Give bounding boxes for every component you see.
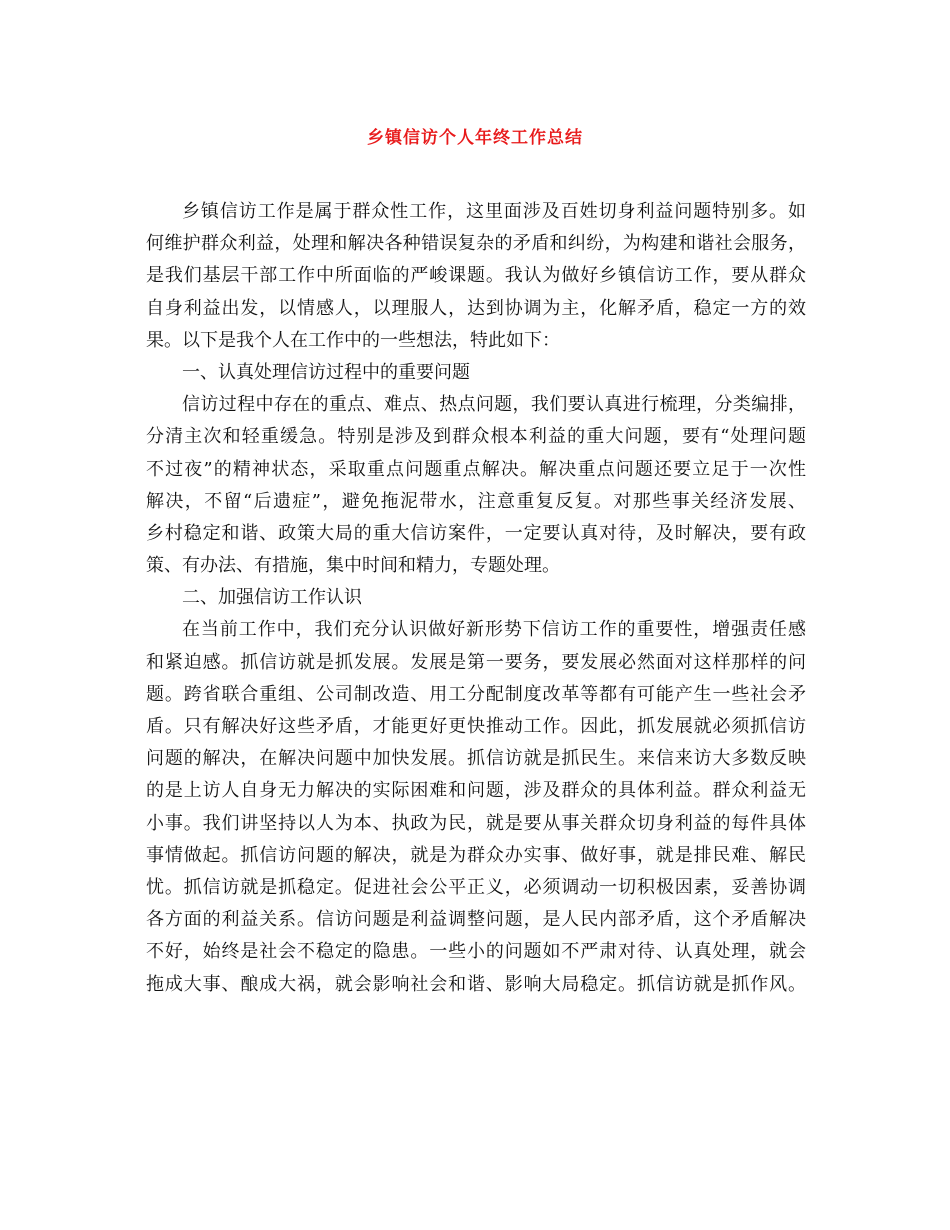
text-line: 问题的解决，在解决问题中加快发展。抓信访就是抓民生。来信来访大多数反映 (146, 748, 806, 770)
text-line: 分清主次和轻重缓急。特别是涉及到群众根本利益的重大问题，要有“处理问题 (146, 426, 806, 448)
text-line: 题。跨省联合重组、公司制改造、用工分配制度改革等都有可能产生一些社会矛 (146, 683, 806, 705)
document-body (146, 196, 806, 1001)
text-line: 不过夜”的精神状态，采取重点问题重点解决。解决重点问题还要立足于一次性 (146, 458, 806, 480)
text-line: 解决，不留“后遗症”，避免拖泥带水，注意重复反复。对那些事关经济发展、 (146, 490, 806, 512)
text-line: 小事。我们讲坚持以人为本、执政为民，就是要从事关群众切身利益的每件具体 (146, 812, 806, 834)
text-line: 一、认真处理信访过程中的重要问题 (182, 361, 470, 383)
document-title: 乡镇信访个人年终工作总结 (367, 128, 583, 148)
text-line: 是我们基层干部工作中所面临的严峻课题。我认为做好乡镇信访工作，要从群众 (146, 265, 806, 287)
text-line: 自身利益出发，以情感人，以理服人，达到协调为主，化解矛盾，稳定一方的效 (146, 297, 806, 319)
text-line: 乡镇信访工作是属于群众性工作，这里面涉及百姓切身利益问题特别多。如 (182, 201, 806, 222)
text-line: 的是上访人自身无力解决的实际困难和问题，涉及群众的具体利益。群众利益无 (146, 780, 806, 802)
text-line: 拖成大事、酿成大祸，就会影响社会和谐、影响大局稳定。抓信访就是抓作风。 (146, 973, 806, 995)
text-line: 盾。只有解决好这些矛盾，才能更好更快推动工作。因此，抓发展就必须抓信访 (146, 716, 806, 737)
text-line: 信访过程中存在的重点、难点、热点问题，我们要认真进行梳理，分类编排， (182, 394, 806, 416)
text-line: 果。以下是我个人在工作中的一些想法，特此如下： (146, 329, 560, 351)
text-line: 策、有办法、有措施，集中时间和精力，专题处理。 (146, 555, 560, 577)
text-line: 何维护群众利益，处理和解决各种错误复杂的矛盾和纠纷，为构建和谐社会服务， (146, 233, 806, 255)
text-line: 各方面的利益关系。信访问题是利益调整问题，是人民内部矛盾，这个矛盾解决 (146, 909, 806, 931)
text-line: 和紧迫感。抓信访就是抓发展。发展是第一要务，要发展必然面对这样那样的问 (146, 651, 806, 673)
text-line: 乡村稳定和谐、政策大局的重大信访案件，一定要认真对待，及时解决，要有政 (146, 522, 806, 544)
text-line: 忧。抓信访就是抓稳定。促进社会公平正义，必须调动一切积极因素，妥善协调 (146, 876, 806, 898)
text-line: 事情做起。抓信访问题的解决，就是为群众办实事、做好事，就是排民难、解民 (146, 844, 806, 866)
text-line: 不好，始终是社会不稳定的隐患。一些小的问题如不严肃对待、认真处理，就会 (146, 941, 806, 963)
text-line: 在当前工作中，我们充分认识做好新形势下信访工作的重要性，增强责任感 (182, 619, 806, 641)
text-line: 二、加强信访工作认识 (182, 587, 362, 609)
